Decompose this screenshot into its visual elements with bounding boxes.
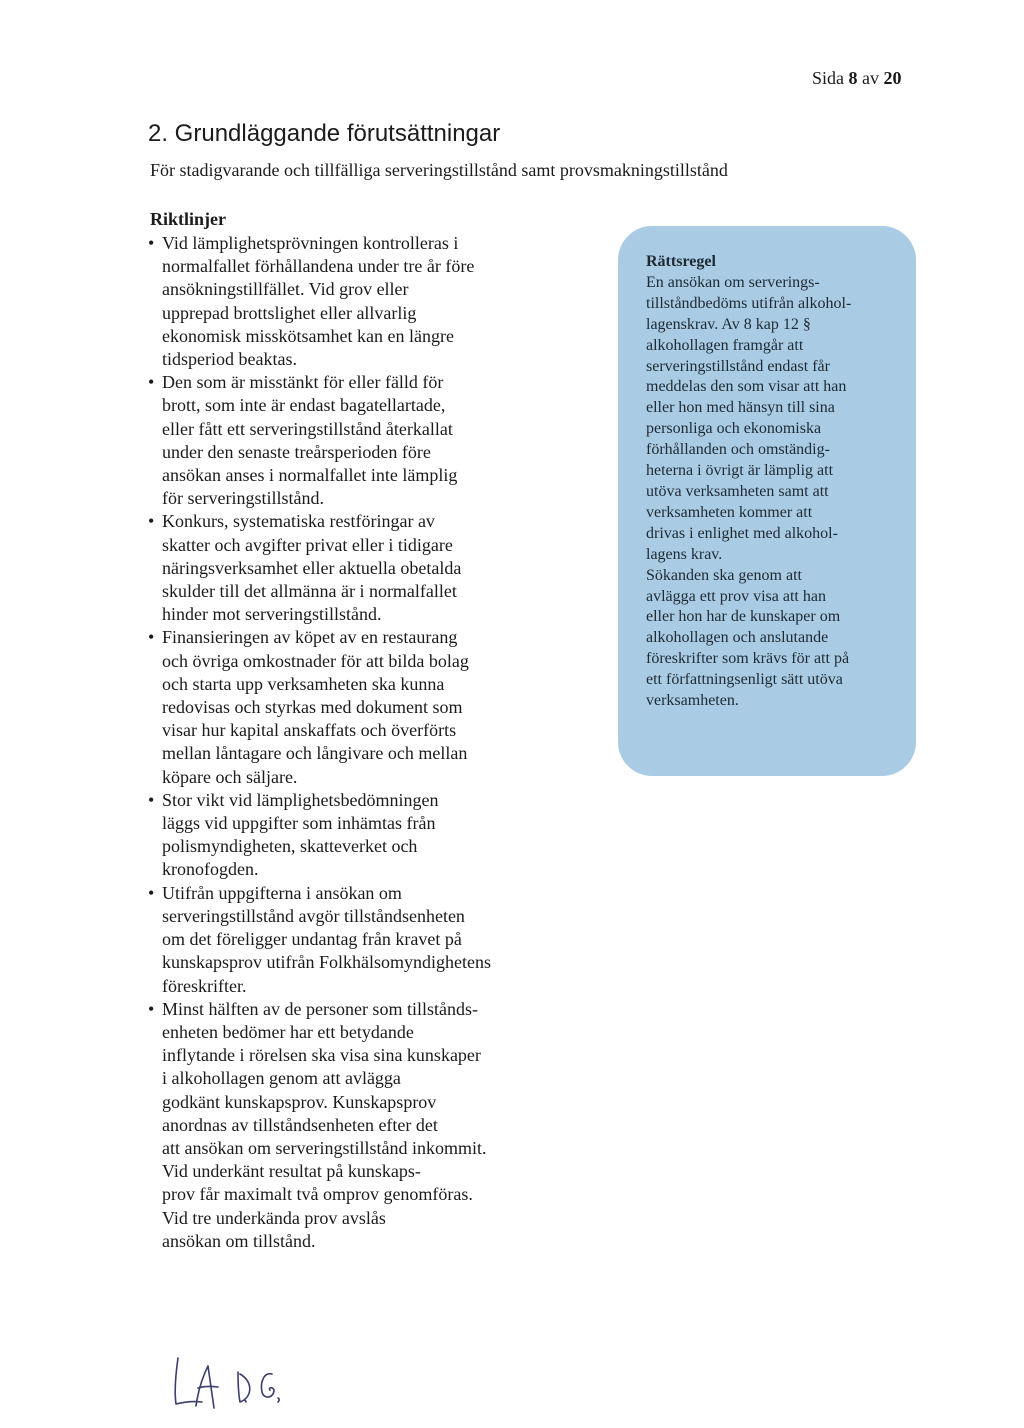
legal-rule-title: Rättsregel	[646, 253, 716, 270]
section-heading: 2. Grundläggande förutsättningar	[148, 120, 501, 147]
legal-rule-text: En ansökan om serverings- tillståndbedöms utifrån alkohol- lagenskrav. Av 8 kap 12 § alkohollagen framgår att serveringstillstånd endast får meddelas den som visar att han eller hon med hänsyn till sina personliga och ekonomiska förhållanden och omständig- heterna i övrigt är lämplig att utöva verksamheten samt att verksamheten kommer att drivas i enlighet med alkohol- lagens krav. Sökanden ska genom att avlägga ett prov visa att han eller hon har de kunskaper om alkohollagen och anslutande föreskrifter som krävs för att på ett författningsenligt sätt utöva verksamheten.	[646, 273, 852, 710]
guideline-item: • Konkurs, systematiska restföringar av skatter och avgifter privat eller i tidigare näringsverksamhet eller aktuella obetalda skulder till det allmänna är i normalfallet hinder mot serveringstillstånd.	[148, 510, 588, 626]
guideline-item: • Den som är misstänkt för eller fälld för brott, som inte är endast bagatellartade, eller fått ett serveringstillstånd återkallat under den senaste treårsperioden före ansökan anses i normalfallet inte lämplig för serveringstillstånd.	[148, 371, 588, 510]
guideline-item: • Vid lämplighetsprövningen kontrolleras i normalfallet förhållandena under tre år före ansökningstillfället. Vid grov eller upprepad brottslighet eller allvarlig ekonomisk misskötsamhet kan en längre tidsperiod beaktas.	[148, 232, 588, 371]
page-label-of: av	[862, 68, 880, 88]
page-total: 20	[883, 68, 902, 88]
guideline-item: • Minst hälften av de personer som tillstånds- enheten bedömer har ett betydande inflytande i rörelsen ska visa sina kunskaper i alkohollagen genom att avlägga godkänt kunskapsprov. Kunskapsprov anordnas av tillståndsenheten efter det att ansökan om serveringstillstånd inkommit. Vid underkänt resultat på kunskaps- prov får maximalt två omprov genomföras. Vid tre underkända prov avslås ansökan om tillstånd.	[148, 998, 588, 1253]
handwritten-initials	[168, 1352, 288, 1412]
guidelines-list	[148, 232, 588, 1253]
page-current: 8	[848, 68, 858, 88]
guideline-item: • Finansieringen av köpet av en restaurang och övriga omkostnader för att bilda bolag och starta upp verksamheten ska kunna redovisas och styrkas med dokument som visar hur kapital anskaffats och överförts mellan låntagare och långivare och mellan köpare och säljare.	[148, 626, 588, 788]
guideline-item: • Utifrån uppgifterna i ansökan om serveringstillstånd avgör tillståndsenheten om det föreligger undantag från kravet på kunskapsprov utifrån Folkhälsomyndighetens föreskrifter.	[148, 882, 588, 998]
guidelines-title: Riktlinjer	[150, 209, 226, 229]
signature-icon	[168, 1352, 288, 1412]
guideline-item: • Stor vikt vid lämplighetsbedömningen läggs vid uppgifter som inhämtas från polismyndigheten, skatteverket och kronofogden.	[148, 789, 588, 882]
section-subheading: För stadigvarande och tillfälliga serveringstillstånd samt provsmakningstillstånd	[150, 160, 728, 180]
legal-rule-box	[618, 226, 916, 776]
page-number	[812, 68, 902, 89]
page-label-prefix: Sida	[812, 68, 845, 88]
